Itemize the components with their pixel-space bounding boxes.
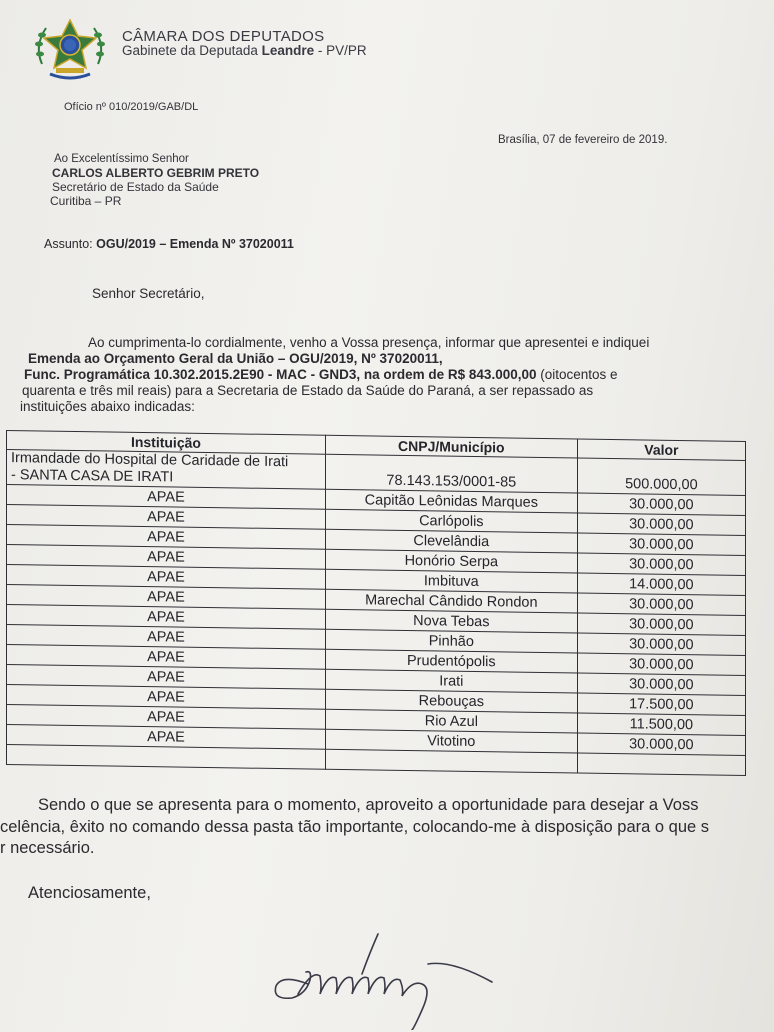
row-valor: 30.000,00 xyxy=(577,493,745,515)
row-valor: 11.500,00 xyxy=(577,713,745,735)
row-valor: 30.000,00 xyxy=(577,513,745,535)
body-line-3 xyxy=(24,367,618,382)
brazil-coat-of-arms-icon xyxy=(30,16,110,86)
empty-cell xyxy=(7,745,326,770)
row-municipio: Capitão Leônidas Marques xyxy=(325,489,577,513)
row-municipio: Prudentópolis xyxy=(325,649,577,673)
row-municipio: Pinhão xyxy=(325,629,577,653)
closing-line-2: celência, êxito no comando dessa pasta tão importante, colocando-me à disposição para o que s xyxy=(0,818,710,836)
row-municipio: Marechal Cândido Rondon xyxy=(325,589,577,613)
row-institution: APAE xyxy=(7,685,326,710)
row-municipio: Nova Tebas xyxy=(325,609,577,633)
recipient-city: Curitiba – PR xyxy=(50,194,122,208)
row-valor: 14.000,00 xyxy=(577,573,745,595)
row-valor: 30.000,00 xyxy=(577,553,745,575)
row-municipio: Irati xyxy=(325,669,577,693)
empty-cell xyxy=(577,753,745,775)
row-institution: APAE xyxy=(7,605,326,630)
row-institution: APAE xyxy=(7,505,326,530)
body-line-5: instituições abaixo indicadas: xyxy=(20,399,195,414)
cabinet-prefix: Gabinete da Deputada xyxy=(122,43,262,58)
row-institution: APAE xyxy=(7,485,326,510)
row-municipio: Clevelândia xyxy=(325,529,577,553)
recipient-salutation: Ao Excelentíssimo Senhor xyxy=(54,153,189,165)
org-name: CÂMARA DOS DEPUTADOS xyxy=(122,28,325,45)
row-municipio: Rio Azul xyxy=(325,709,577,733)
recipient-name: CARLOS ALBERTO GEBRIM PRETO xyxy=(52,166,260,180)
row-cnpj: 78.143.153/0001-85 xyxy=(325,454,577,493)
row-valor: 30.000,00 xyxy=(577,613,745,635)
row-institution: APAE xyxy=(7,705,326,730)
row-institution: APAE xyxy=(7,725,326,750)
institution-line-1: Irmandade do Hospital de Caridade de Irati xyxy=(11,450,289,471)
row-valor: 17.500,00 xyxy=(577,693,745,715)
row-municipio: Carlópolis xyxy=(325,509,577,533)
row-valor: 30.000,00 xyxy=(577,653,745,675)
body-line-2: Emenda ao Orçamento Geral da União – OGU/2019, Nº 37020011, xyxy=(28,351,443,366)
row-institution: APAE xyxy=(7,665,326,690)
row-institution: APAE xyxy=(7,645,326,670)
office-reference: Ofício nº 010/2019/GAB/DL xyxy=(64,101,199,113)
row-valor: 30.000,00 xyxy=(577,533,745,555)
row-municipio: Honório Serpa xyxy=(325,549,577,573)
header-cnpj-municipio: CNPJ/Município xyxy=(325,435,577,458)
body-line-3-rest: (oitocentos e xyxy=(536,367,618,382)
header-instituicao: Instituição xyxy=(7,431,326,455)
row-valor: 30.000,00 xyxy=(577,593,745,615)
cabinet-suffix: - PV/PR xyxy=(314,43,367,58)
institutions-table xyxy=(6,430,746,776)
row-institution: APAE xyxy=(7,585,326,610)
subject-label: Assunto: xyxy=(44,237,93,251)
row-valor: 30.000,00 xyxy=(577,633,745,655)
letter-date: Brasília, 07 de fevereiro de 2019. xyxy=(498,134,668,146)
row-municipio: Imbituva xyxy=(325,569,577,593)
closing-regards: Atenciosamente, xyxy=(28,884,151,902)
institution-line-2: - SANTA CASA DE IRATI xyxy=(11,467,174,486)
subject-line xyxy=(44,237,294,251)
row-institution: APAE xyxy=(7,565,326,590)
handwritten-signature-icon xyxy=(262,930,512,1030)
closing-line-3: r necessário. xyxy=(0,839,95,857)
recipient-role: Secretário de Estado da Saúde xyxy=(52,180,219,194)
cabinet-line xyxy=(122,43,367,58)
body-line-3-bold: Func. Programática 10.302.2015.2E90 - MAC - GND3, na ordem de R$ 843.000,00 xyxy=(24,367,537,382)
row-institution xyxy=(7,450,326,490)
body-line-4: quarenta e três mil reais) para a Secretaria de Estado da Saúde do Paraná, a ser repassado as xyxy=(22,383,594,398)
greeting: Senhor Secretário, xyxy=(92,286,205,301)
row-municipio: Vitotino xyxy=(325,729,577,753)
row-valor: 30.000,00 xyxy=(577,673,745,695)
subject-text: OGU/2019 – Emenda Nº 37020011 xyxy=(96,237,294,251)
row-valor: 30.000,00 xyxy=(577,733,745,755)
header-valor: Valor xyxy=(577,439,745,460)
row-valor: 500.000,00 xyxy=(577,458,745,495)
row-institution: APAE xyxy=(7,525,326,550)
body-line-1: Ao cumprimenta-lo cordialmente, venho a Vossa presença, informar que apresentei e indiquei xyxy=(88,335,650,350)
row-municipio: Rebouças xyxy=(325,689,577,713)
closing-line-1: Sendo o que se apresenta para o momento, aproveito a oportunidade para desejar a Voss xyxy=(38,796,699,814)
empty-cell xyxy=(325,749,577,773)
cabinet-name: Leandre xyxy=(261,43,315,58)
row-institution: APAE xyxy=(7,625,326,650)
row-institution: APAE xyxy=(7,545,326,570)
